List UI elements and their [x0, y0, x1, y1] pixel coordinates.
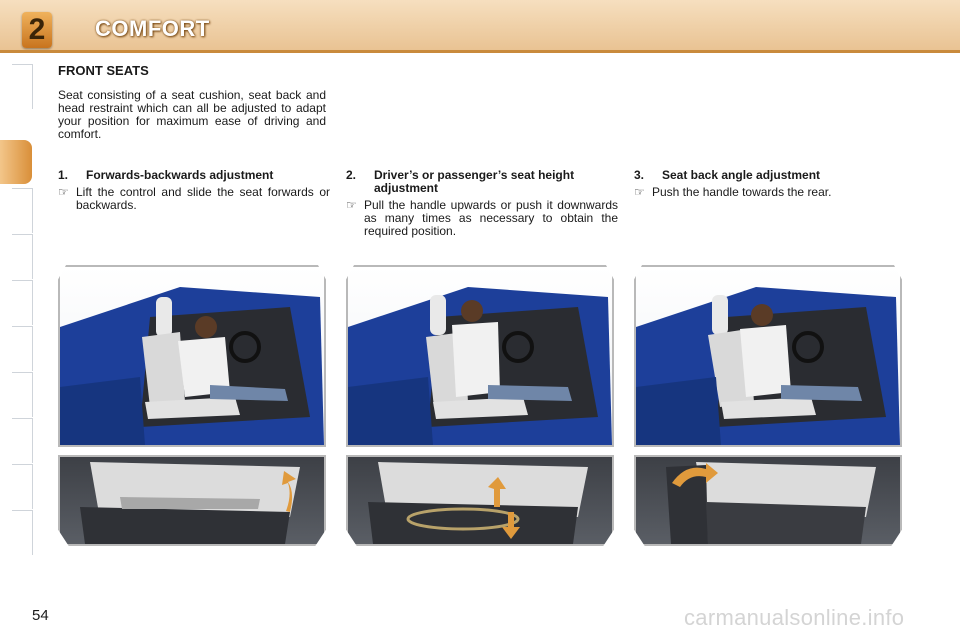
step-number: 3.: [634, 168, 645, 182]
seat-illustration-3: [634, 265, 902, 447]
control-closeup-3: [634, 455, 902, 546]
chapter-tab-3[interactable]: [12, 188, 33, 233]
chapter-tabs: [0, 64, 32, 580]
chapter-tab-6[interactable]: [12, 326, 33, 371]
chapter-title: COMFORT: [95, 16, 210, 41]
step-number: 1.: [58, 168, 69, 182]
chapter-tab-5[interactable]: [12, 280, 33, 325]
seat-illustration-2: [346, 265, 614, 447]
control-closeup-1: [58, 455, 326, 546]
step-instruction: Push the handle towards the rear.: [652, 185, 832, 199]
control-closeup-2: [346, 455, 614, 546]
pointing-hand-icon: ☞: [58, 185, 69, 199]
instruction-column-2: [346, 169, 618, 238]
step-title: Forwards-backwards adjustment: [86, 168, 274, 182]
chapter-tab-4[interactable]: [12, 234, 33, 279]
chapter-number-badge: 2: [22, 12, 52, 48]
chapter-tab-7[interactable]: [12, 372, 33, 417]
chapter-tab-1[interactable]: [12, 64, 33, 109]
pointing-hand-icon: ☞: [346, 198, 357, 212]
chapter-tab-2-active[interactable]: [0, 140, 32, 184]
section-title: FRONT SEATS: [58, 63, 149, 78]
header-divider: [0, 50, 960, 53]
step-title: Seat back angle adjustment: [662, 168, 821, 182]
seat-illustration-1: [58, 265, 326, 447]
instruction-column-1: [58, 169, 330, 212]
step-instruction: Lift the control and slide the seat forwards or backwards.: [76, 185, 330, 212]
step-number: 2.: [346, 168, 357, 182]
instruction-column-3: [634, 169, 906, 199]
watermark-text: carmanualsonline.info: [684, 605, 905, 630]
chapter-tab-8[interactable]: [12, 418, 33, 463]
step-instruction: Pull the handle upwards or push it downwards as many times as necessary to obtain the required position.: [364, 198, 618, 238]
chapter-tab-9[interactable]: [12, 464, 33, 509]
page-number: 54: [32, 607, 49, 624]
step-title: Driver’s or passenger’s seat height adjustment: [374, 168, 575, 195]
chapter-tab-10[interactable]: [12, 510, 33, 555]
section-intro: Seat consisting of a seat cushion, seat back and head restraint which can all be adjusted to adapt your position for maximum ease of driving and comfort.: [58, 88, 326, 141]
pointing-hand-icon: ☞: [634, 185, 645, 199]
chapter-header: [0, 0, 960, 50]
